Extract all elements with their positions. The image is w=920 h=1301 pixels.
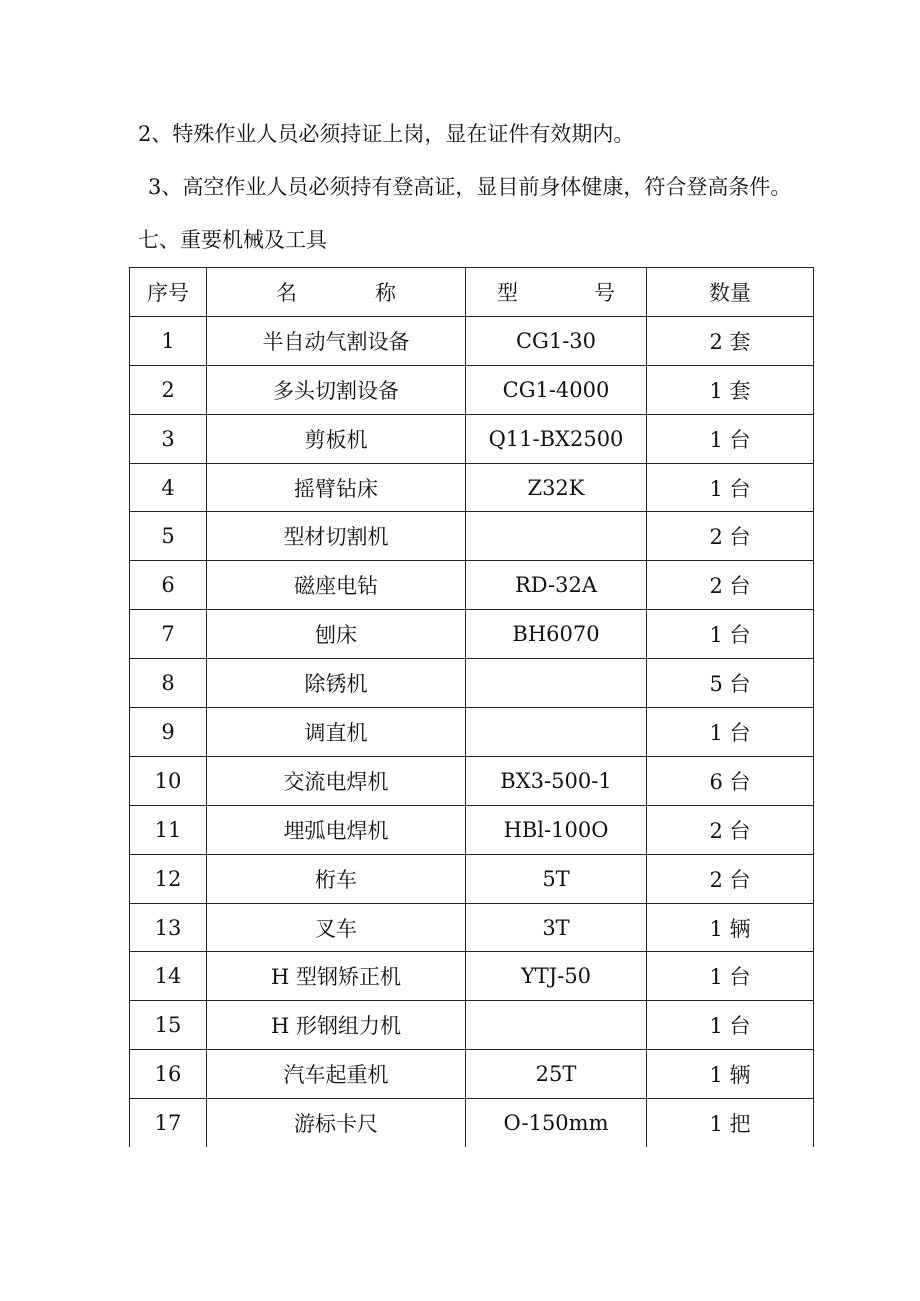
cell-no: 7 bbox=[130, 610, 207, 659]
cell-model: RD-32A bbox=[466, 561, 647, 610]
table-row bbox=[130, 1050, 814, 1099]
cell-name: 剪板机 bbox=[207, 414, 466, 463]
cell-qty: 2 套 bbox=[647, 316, 814, 365]
table-row bbox=[130, 952, 814, 1001]
cell-model: BX3-500-1 bbox=[466, 756, 647, 805]
cell-name: 游标卡尺 bbox=[207, 1099, 466, 1147]
cell-qty: 2 台 bbox=[647, 854, 814, 903]
cell-no: 16 bbox=[130, 1050, 207, 1099]
cell-no: 6 bbox=[130, 561, 207, 610]
cell-name: H 形钢组力机 bbox=[207, 1001, 466, 1050]
cell-no: 9 bbox=[130, 708, 207, 757]
paragraph-3-height-work: 3、高空作业人员必须持有登高证，显目前身体健康，符合登高条件。 bbox=[148, 175, 792, 199]
cell-qty: 1 台 bbox=[647, 463, 814, 512]
cell-name: 调直机 bbox=[207, 708, 466, 757]
cell-name: 摇臂钻床 bbox=[207, 463, 466, 512]
cell-name: 埋弧电焊机 bbox=[207, 805, 466, 854]
cell-qty: 1 把 bbox=[647, 1099, 814, 1147]
cell-no: 2 bbox=[130, 365, 207, 414]
table-row bbox=[130, 708, 814, 757]
cell-model: Q11-BX2500 bbox=[466, 414, 647, 463]
cell-qty: 1 台 bbox=[647, 708, 814, 757]
cell-model bbox=[466, 512, 647, 561]
cell-name: 型材切割机 bbox=[207, 512, 466, 561]
cell-name: 叉车 bbox=[207, 903, 466, 952]
cell-qty: 1 辆 bbox=[647, 1050, 814, 1099]
cell-model bbox=[466, 1001, 647, 1050]
table-row bbox=[130, 756, 814, 805]
header-name bbox=[207, 268, 466, 317]
table-row bbox=[130, 805, 814, 854]
table-row bbox=[130, 365, 814, 414]
cell-model bbox=[466, 708, 647, 757]
cell-no: 11 bbox=[130, 805, 207, 854]
table-row bbox=[130, 316, 814, 365]
cell-qty: 5 台 bbox=[647, 659, 814, 708]
cell-no: 14 bbox=[130, 952, 207, 1001]
cell-no: 15 bbox=[130, 1001, 207, 1050]
cell-model: 5T bbox=[466, 854, 647, 903]
table-row bbox=[130, 854, 814, 903]
table-row bbox=[130, 414, 814, 463]
table-row bbox=[130, 463, 814, 512]
cell-model: 3T bbox=[466, 903, 647, 952]
cell-name: H 型钢矫正机 bbox=[207, 952, 466, 1001]
table-row bbox=[130, 561, 814, 610]
cell-model bbox=[466, 659, 647, 708]
cell-qty: 1 台 bbox=[647, 414, 814, 463]
cell-qty: 2 台 bbox=[647, 512, 814, 561]
table-row bbox=[130, 903, 814, 952]
cell-model: Z32K bbox=[466, 463, 647, 512]
cell-no: 3 bbox=[130, 414, 207, 463]
cell-name: 磁座电钻 bbox=[207, 561, 466, 610]
header-model bbox=[466, 268, 647, 317]
cell-name: 多头切割设备 bbox=[207, 365, 466, 414]
cell-name: 桁车 bbox=[207, 854, 466, 903]
table-row bbox=[130, 659, 814, 708]
header-no: 序号 bbox=[130, 268, 207, 317]
cell-model: HBl-100O bbox=[466, 805, 647, 854]
cell-no: 10 bbox=[130, 756, 207, 805]
cell-qty: 2 台 bbox=[647, 805, 814, 854]
cell-qty: 1 辆 bbox=[647, 903, 814, 952]
cell-name: 交流电焊机 bbox=[207, 756, 466, 805]
cell-no: 12 bbox=[130, 854, 207, 903]
cell-model: YTJ-50 bbox=[466, 952, 647, 1001]
cell-qty: 1 套 bbox=[647, 365, 814, 414]
table-row bbox=[130, 610, 814, 659]
cell-no: 5 bbox=[130, 512, 207, 561]
cell-model: CG1-30 bbox=[466, 316, 647, 365]
equipment-table bbox=[129, 267, 814, 1147]
header-name-text: 名 称 bbox=[276, 280, 396, 305]
cell-model: 25T bbox=[466, 1050, 647, 1099]
cell-name: 汽车起重机 bbox=[207, 1050, 466, 1099]
cell-name: 半自动气割设备 bbox=[207, 316, 466, 365]
cell-no: 1 bbox=[130, 316, 207, 365]
cell-qty: 1 台 bbox=[647, 952, 814, 1001]
cell-no: 8 bbox=[130, 659, 207, 708]
cell-qty: 1 台 bbox=[647, 610, 814, 659]
table-row bbox=[130, 1001, 814, 1050]
cell-no: 13 bbox=[130, 903, 207, 952]
header-qty: 数量 bbox=[647, 268, 814, 317]
cell-no: 17 bbox=[130, 1099, 207, 1147]
section-heading-equipment: 七、重要机械及工具 bbox=[138, 228, 327, 252]
cell-no: 4 bbox=[130, 463, 207, 512]
cell-qty: 6 台 bbox=[647, 756, 814, 805]
table-row bbox=[130, 512, 814, 561]
table-row bbox=[130, 1099, 814, 1147]
cell-model: CG1-4000 bbox=[466, 365, 647, 414]
cell-model: O-150mm bbox=[466, 1099, 647, 1147]
cell-qty: 1 台 bbox=[647, 1001, 814, 1050]
cell-name: 刨床 bbox=[207, 610, 466, 659]
paragraph-2-certification: 2、特殊作业人员必须持证上岗，显在证件有效期内。 bbox=[138, 122, 635, 146]
cell-qty: 2 台 bbox=[647, 561, 814, 610]
cell-name: 除锈机 bbox=[207, 659, 466, 708]
cell-model: BH6070 bbox=[466, 610, 647, 659]
table-header-row bbox=[130, 268, 814, 317]
header-model-text: 型 号 bbox=[497, 280, 615, 305]
